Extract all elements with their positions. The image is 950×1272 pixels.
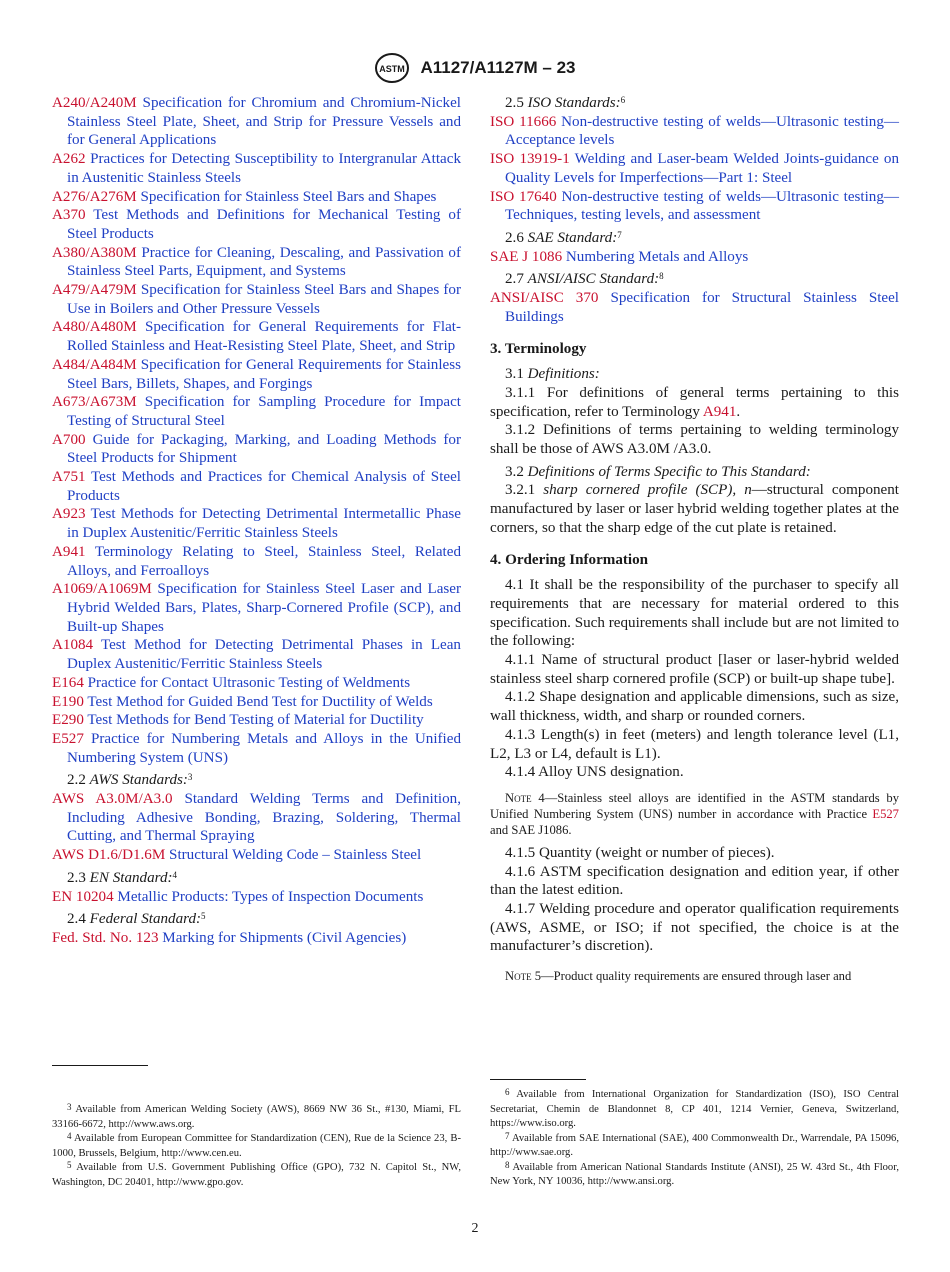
reference-code-link[interactable]: EN 10204 [52, 888, 114, 905]
reference-entry [52, 693, 461, 712]
reference-code-link[interactable]: E527 [52, 730, 84, 747]
ansi-standard-heading: 2.7 ANSI/AISC Standard:$^8$ [505, 271, 664, 288]
reference-title-link[interactable]: Test Methods and Definitions for Mechanical Testing of Steel Products [67, 207, 461, 242]
reference-title-link[interactable]: Specification for Stainless Steel Bars and Shapes [140, 188, 437, 205]
ansi-reference-list [490, 289, 899, 326]
footnote [52, 1161, 461, 1190]
aws-reference-list [52, 790, 461, 865]
reference-title-link[interactable]: Specification for Chromium and Chromium-Nickel Stainless Steel Plate, Sheet, and Strip for Pressure Vessels and for General Applications [67, 95, 461, 149]
reference-code-link[interactable]: E164 [52, 674, 84, 691]
footnote-text: Available from SAE International (SAE), 400 Commonwealth Dr., Warrendale, PA 15096, http://www.sae.org. [490, 1132, 899, 1158]
reference-entry [52, 711, 461, 730]
footnote [52, 1132, 461, 1161]
iso-standards-heading: 2.5 ISO Standards:$^6$ [505, 95, 626, 111]
en-reference-list [52, 888, 461, 907]
reference-title-link[interactable]: Welding and Laser-beam Welded Joints-guidance on Quality Levels for Imperfections—Part 1: Steel [505, 151, 899, 186]
reference-title-link[interactable]: Marking for Shipments (Civil Agencies) [162, 929, 407, 946]
reference-code-link[interactable]: A751 [52, 469, 86, 486]
paragraph-3-2-1: 3.2.1 sharp cornered profile (SCP), n—structural component manufactured by laser or laser hybrid welding together plates at the corners, so that the sharp edge of the cut plate is retained. [490, 482, 899, 536]
reference-title-link[interactable]: Numbering Metals and Alloys [565, 248, 749, 265]
reference-title-link[interactable]: Structural Welding Code – Stainless Steel [169, 847, 422, 864]
reference-entry [52, 505, 461, 542]
reference-entry [490, 289, 899, 326]
reference-entry [52, 393, 461, 430]
paragraph-4-1-1: 4.1.1 Name of structural product [laser or laser-hybrid welded stainless steel sharp cornered profile (SCP) or built-up shape tube]. [490, 651, 899, 687]
paragraph-4-1-2: 4.1.2 Shape designation and applicable dimensions, such as size, wall thickness, width, and sharp or rounded corners. [490, 689, 899, 725]
reference-code-link[interactable]: AWS A3.0M/A3.0 [52, 791, 173, 808]
reference-code-link[interactable]: A262 [52, 151, 86, 168]
note-4: Note 4—Stainless steel alloys are identified in the ASTM standards by Unified Numbering System (UNS) number in accordance with Practice E527 and SAE J1086. [490, 790, 899, 837]
reference-entry [52, 888, 461, 907]
reference-title-link[interactable]: Metallic Products: Types of Inspection Documents [117, 888, 424, 905]
reference-entry [490, 150, 899, 187]
iso-reference-list [490, 113, 899, 225]
reference-entry [52, 636, 461, 673]
reference-entry [52, 790, 461, 846]
reference-code-link[interactable]: A1069/A1069M [52, 581, 152, 598]
footnote-number: 5 [67, 1160, 72, 1170]
reference-entry [52, 730, 461, 767]
reference-code-link[interactable]: E290 [52, 712, 84, 729]
footnote-number: 7 [505, 1130, 510, 1141]
reference-title-link[interactable]: Test Method for Detecting Detrimental Phases in Lean Duplex Austenitic/Ferritic Stainless Steels [67, 637, 461, 673]
reference-title-link[interactable]: Specification for Stainless Steel Bars and Shapes for Use in Boilers and Other Pressure Vessels [67, 282, 461, 317]
reference-title-link[interactable]: Specification for Stainless Steel Laser and Laser Hybrid Welded Bars, Plates, Sharp-Cornered Profile (SCP), and Built-up Shapes [67, 581, 461, 635]
reference-entry [52, 206, 461, 243]
specific-definitions-subheading: 3.2 Definitions of Terms Specific to This Standard: [505, 463, 811, 480]
en-standard-heading: 2.3 EN Standard:$^4$ [67, 869, 178, 886]
paragraph-4-1-3: 4.1.3 Length(s) in feet (meters) and length tolerance level (L1, L2, L3 or L4, default is L1). [490, 726, 899, 762]
reference-title-link[interactable]: Practice for Numbering Metals and Alloys in the Unified Numbering System (UNS) [67, 730, 461, 766]
reference-code-link[interactable]: Fed. Std. No. 123 [52, 929, 159, 946]
reference-code-link[interactable]: A480/A480M [52, 319, 137, 336]
footnote-text: Available from American National Standards Institute (ANSI), 25 W. 43rd St., 4th Floor, New York, NY 10036, http://www.ansi.org. [490, 1161, 899, 1187]
reference-title-link[interactable]: Specification for General Requirements for Stainless Steel Bars, Billets, Shapes, and Forgings [67, 356, 461, 392]
document-title: A1127/A1127M – 23 [420, 58, 576, 77]
footnote-divider-right [490, 1079, 586, 1080]
paragraph-4-1-7: 4.1.7 Welding procedure and operator qualification requirements (AWS, ASME, or ISO; if not specified, the choice is at the manufacturer’s discretion). [490, 901, 899, 955]
section-heading-terminology: 3. Terminology [490, 341, 587, 358]
astm-logo-icon [374, 52, 410, 84]
reference-entry [52, 580, 461, 636]
reference-code-link[interactable]: ISO 17640 [490, 188, 557, 205]
reference-title-link[interactable]: Specification for Sampling Procedure for Impact Testing of Structural Steel [67, 394, 461, 429]
footnote [490, 1088, 899, 1132]
page-number: 2 [471, 1221, 479, 1236]
aws-standards-heading: 2.2 AWS Standards:$^3$ [67, 772, 193, 789]
reference-code-link[interactable]: SAE J 1086 [490, 248, 563, 265]
reference-entry [52, 846, 461, 865]
paragraph-4-1-4: 4.1.4 Alloy UNS designation. [505, 764, 684, 781]
footnote-text: Available from American Welding Society (AWS), 8669 NW 36 St., #130, Miami, FL 33166-6672, http://www.aws.org. [52, 1104, 461, 1130]
reference-code-link[interactable]: ISO 13919-1 [490, 151, 570, 168]
reference-entry [52, 150, 461, 187]
federal-standard-heading: 2.4 Federal Standard:$^5$ [67, 911, 206, 928]
astm-logo-text: ASTM [379, 64, 406, 74]
reference-entry [52, 929, 461, 948]
reference-code-link[interactable]: A276/A276M [52, 188, 137, 205]
reference-entry [52, 244, 461, 281]
reference-entry [52, 188, 461, 207]
footnotes-right [490, 1088, 899, 1190]
reference-code-link[interactable]: A923 [52, 506, 86, 523]
reference-entry [490, 113, 899, 150]
footnote-text: Available from European Committee for Standardization (CEN), Rue de la Science 23, B-1000, Brussels, Belgium, http://www.cen.eu. [52, 1133, 461, 1159]
reference-entry [52, 281, 461, 318]
reference-title-link[interactable]: Practices for Detecting Susceptibility to Intergranular Attack in Austenitic Stainless Steels [67, 151, 461, 186]
reference-code-link[interactable]: A484/A484M [52, 356, 137, 373]
paragraph-3-1-1: 3.1.1 For definitions of general terms pertaining to this specification, refer to Terminology A941. [490, 384, 899, 420]
reference-title-link[interactable]: Practice for Cleaning, Descaling, and Passivation of Stainless Steel Parts, Equipment, and Systems [67, 244, 461, 280]
reference-code-link[interactable]: A700 [52, 431, 86, 448]
footnote [52, 1103, 461, 1132]
footnote-divider-left [52, 1065, 148, 1066]
reference-title-link[interactable]: Practice for Contact Ultrasonic Testing of Weldments [87, 674, 411, 691]
paragraph-3-1-2: 3.1.2 Definitions of terms pertaining to welding terminology shall be those of AWS A3.0M /A3.0. [490, 422, 899, 457]
left-column [52, 94, 461, 948]
reference-code-link[interactable]: A370 [52, 207, 86, 224]
reference-code-link[interactable]: A941 [52, 543, 86, 560]
reference-code-link[interactable]: ISO 11666 [490, 113, 557, 130]
reference-title-link[interactable]: Standard Welding Terms and Definition, Including Adhesive Bonding, Brazing, Soldering, Thermal Cutting, and Thermal Spraying [67, 791, 461, 845]
sae-reference-list [490, 248, 899, 267]
footnote-text: Available from International Organization for Standardization (ISO), ISO Central Secretariat, Chemin de Blandonnet 8, CP 401, 1214 Vernier, Geneva, Switzerland, https://www.iso.org. [490, 1089, 899, 1129]
reference-code-link[interactable]: A1084 [52, 637, 94, 654]
definitions-subheading: 3.1 Definitions: [505, 366, 600, 383]
federal-reference-list [52, 929, 461, 948]
reference-code-link[interactable]: A479/A479M [52, 282, 137, 299]
footnote-number: 6 [505, 1087, 510, 1097]
note-5: Note 5—Product quality requirements are ensured through laser and [505, 969, 852, 984]
reference-title-link[interactable]: Guide for Packaging, Marking, and Loading Methods for Steel Products for Shipment [67, 431, 461, 467]
footnote-number: 4 [67, 1131, 72, 1141]
reference-entry [490, 248, 899, 267]
footnote-text: Available from U.S. Government Publishing Office (GPO), 732 N. Capitol St., NW, Washington, DC 20401, http://www.gpo.gov. [52, 1162, 461, 1188]
astm-reference-list [52, 94, 461, 767]
reference-entry [52, 674, 461, 693]
reference-entry [52, 431, 461, 468]
e527-link[interactable]: E527 [872, 806, 899, 821]
reference-title-link[interactable]: Specification for Structural Stainless Steel Buildings [505, 290, 899, 325]
reference-entry [52, 318, 461, 355]
reference-entry [52, 468, 461, 505]
a941-link[interactable]: A941 [702, 403, 737, 420]
footnote-number: 8 [505, 1159, 510, 1170]
footnote [490, 1161, 899, 1190]
footnote [490, 1132, 899, 1161]
reference-title-link[interactable]: Non-destructive testing of welds—Ultrasonic testing—Acceptance levels [505, 113, 899, 149]
reference-entry [490, 188, 899, 225]
reference-code-link[interactable]: ANSI/AISC 370 [490, 290, 599, 307]
reference-title-link[interactable]: Test Methods for Detecting Detrimental Intermetallic Phase in Duplex Austenitic/Ferritic Stainless Steels [67, 506, 461, 542]
paragraph-4-1: 4.1 It shall be the responsibility of the purchaser to specify all requirements that are necessary for material ordered to this specification. Such requirements shall include but are not limited to the following: [490, 577, 899, 650]
footnotes-left [52, 1103, 461, 1190]
reference-code-link[interactable]: A240/A240M [52, 95, 137, 111]
reference-title-link[interactable]: Non-destructive testing of welds—Ultrasonic testing—Techniques, testing levels, and assessment [505, 188, 899, 224]
reference-title-link[interactable]: Test Methods for Bend Testing of Material for Ductility [87, 712, 424, 729]
reference-title-link[interactable]: Terminology Relating to Steel, Stainless Steel, Related Alloys, and Ferroalloys [67, 543, 461, 579]
reference-title-link[interactable]: Specification for General Requirements for Flat-Rolled Stainless and Heat-Resisting Steel Plate, Sheet, and Strip [67, 319, 461, 355]
section-heading-ordering: 4. Ordering Information [490, 552, 649, 569]
page-header [0, 52, 950, 84]
reference-entry [52, 356, 461, 393]
sae-standard-heading: 2.6 SAE Standard:$^7$ [505, 229, 622, 246]
reference-code-link[interactable]: A673/A673M [52, 394, 137, 411]
reference-entry [52, 94, 461, 150]
paragraph-4-1-6: 4.1.6 ASTM specification designation and edition year, if other than the latest edition. [490, 863, 899, 899]
right-column [490, 94, 899, 990]
footnote-number: 3 [67, 1102, 72, 1112]
reference-title-link[interactable]: Test Methods and Practices for Chemical Analysis of Steel Products [67, 469, 461, 504]
reference-entry [52, 543, 461, 580]
reference-code-link[interactable]: A380/A380M [52, 244, 137, 261]
paragraph-4-1-5: 4.1.5 Quantity (weight or number of pieces). [505, 844, 775, 861]
reference-code-link[interactable]: AWS D1.6/D1.6M [52, 847, 166, 864]
reference-title-link[interactable]: Test Method for Guided Bend Test for Ductility of Welds [87, 693, 433, 710]
reference-code-link[interactable]: E190 [52, 693, 84, 710]
